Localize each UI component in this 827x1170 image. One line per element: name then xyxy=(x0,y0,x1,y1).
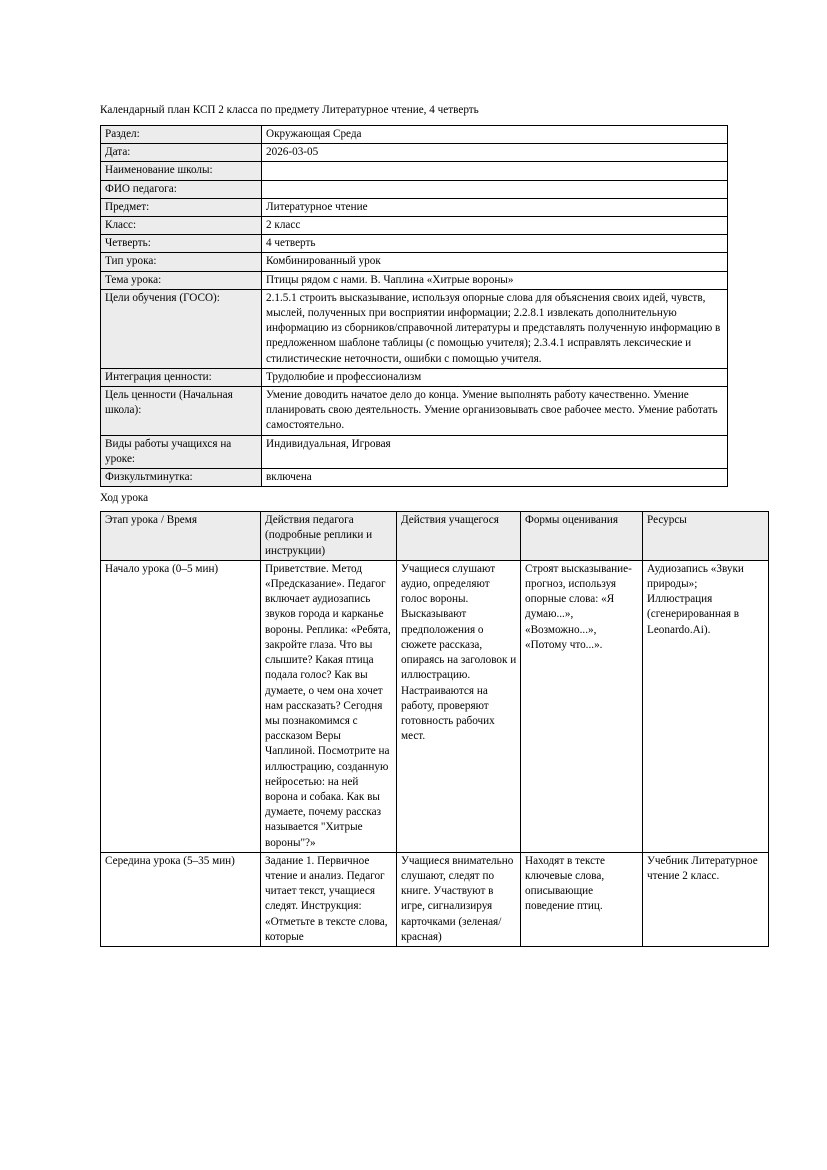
column-header-stage: Этап урока / Время xyxy=(101,512,261,561)
info-label-class: Класс: xyxy=(101,217,262,235)
info-value-value-integration: Трудолюбие и профессионализм xyxy=(262,368,728,386)
table-row xyxy=(101,469,728,487)
table-row xyxy=(101,198,728,216)
flow-stage-middle: Середина урока (5–35 мин) xyxy=(101,852,261,946)
info-label-school: Наименование школы: xyxy=(101,162,262,180)
column-header-student-actions: Действия учащегося xyxy=(397,512,521,561)
lesson-flow-table-body xyxy=(101,560,769,946)
flow-teacher-middle: Задание 1. Первичное чтение и анализ. Педагог читает текст, учащиеся следят. Инструкция: «Отметьте в тексте слова, которые xyxy=(261,852,397,946)
info-label-work-types: Виды работы учащихся на уроке: xyxy=(101,435,262,468)
info-value-lesson-type: Комбинированный урок xyxy=(262,253,728,271)
info-value-subject: Литературное чтение xyxy=(262,198,728,216)
document-content xyxy=(100,103,758,947)
table-row xyxy=(101,217,728,235)
info-label-value-goal: Цель ценности (Начальная школа): xyxy=(101,387,262,436)
flow-stage-start: Начало урока (0–5 мин) xyxy=(101,560,261,852)
info-label-physical-break: Физкультминутка: xyxy=(101,469,262,487)
info-label-teacher: ФИО педагога: xyxy=(101,180,262,198)
info-value-teacher xyxy=(262,180,728,198)
table-header-row xyxy=(101,512,769,561)
info-value-quarter: 4 четверть xyxy=(262,235,728,253)
info-label-data: Дата: xyxy=(101,144,262,162)
info-label-learning-goals: Цели обучения (ГОСО): xyxy=(101,289,262,368)
flow-student-start: Учащиеся слушают аудио, определяют голос вороны. Высказывают предположения о сюжете рассказа, опираясь на заголовок и иллюстрацию. Настраиваются на работу, проверяют готовность рабочих мест. xyxy=(397,560,521,852)
info-label-subject: Предмет: xyxy=(101,198,262,216)
column-header-teacher-actions: Действия педагога (подробные реплики и инструкции) xyxy=(261,512,397,561)
flow-teacher-start: Приветствие. Метод «Предсказание». Педагог включает аудиозапись звуков города и карканье вороны. Реплика: «Ребята, закройте глаза. Что вы слышите? Какая птица подала голос? Как вы думаете, о чем она хочет нам рассказать? Сегодня мы познакомимся с рассказом Веры Чаплиной. Посмотрите на иллюстрацию, созданную нейросетью: на ней ворона и собака. Как вы думаете, почему рассказ называется "Хитрые вороны"?» xyxy=(261,560,397,852)
table-row xyxy=(101,387,728,436)
column-header-resources: Ресурсы xyxy=(643,512,769,561)
flow-resources-middle: Учебник Литературное чтение 2 класс. xyxy=(643,852,769,946)
info-label-lesson-type: Тип урока: xyxy=(101,253,262,271)
table-row xyxy=(101,852,769,946)
info-value-physical-break: включена xyxy=(262,469,728,487)
flow-student-middle: Учащиеся внимательно слушают, следят по книге. Участвуют в игре, сигнализируя карточками (зеленая/красная) xyxy=(397,852,521,946)
info-label-value-integration: Интеграция ценности: xyxy=(101,368,262,386)
info-value-razdel: Окружающая Среда xyxy=(262,126,728,144)
table-row xyxy=(101,289,728,368)
column-header-assessment-forms: Формы оценивания xyxy=(521,512,643,561)
page-title: Календарный план КСП 2 класса по предмету Литературное чтение, 4 четверть xyxy=(100,104,479,116)
info-value-learning-goals: 2.1.5.1 строить высказывание, используя опорные слова для объяснения своих идей, чувств, мыслей, полученных при восприятии информации; 2.2.8.1 извлекать дополнительную информацию из сборников/справочной литературы и представлять полученную информацию в предложенном шаблоне таблицы (с помощью учителя); 2.3.4.1 исправлять лексические и стилистические неточности, ошибки с помощью учителя. xyxy=(262,289,728,368)
info-value-data: 2026-03-05 xyxy=(262,144,728,162)
info-value-school xyxy=(262,162,728,180)
flow-assessment-middle: Находят в тексте ключевые слова, описывающие поведение птиц. xyxy=(521,852,643,946)
table-row xyxy=(101,560,769,852)
table-row xyxy=(101,162,728,180)
info-label-razdel: Раздел: xyxy=(101,126,262,144)
lesson-flow-table-head xyxy=(101,512,769,561)
info-label-lesson-topic: Тема урока: xyxy=(101,271,262,289)
table-row xyxy=(101,126,728,144)
info-value-lesson-topic: Птицы рядом с нами. В. Чаплина «Хитрые вороны» xyxy=(262,271,728,289)
table-row xyxy=(101,180,728,198)
lesson-info-table-body xyxy=(101,126,728,487)
flow-resources-start: Аудиозапись «Звуки природы»; Иллюстрация (сгенерированная в Leonardo.Ai). xyxy=(643,560,769,852)
info-label-quarter: Четверть: xyxy=(101,235,262,253)
info-value-work-types: Индивидуальная, Игровая xyxy=(262,435,728,468)
info-value-class: 2 класс xyxy=(262,217,728,235)
table-row xyxy=(101,253,728,271)
lesson-flow-table xyxy=(100,511,769,947)
table-row xyxy=(101,235,728,253)
table-row xyxy=(101,144,728,162)
table-row xyxy=(101,368,728,386)
table-row xyxy=(101,271,728,289)
lesson-info-table xyxy=(100,125,728,487)
flow-assessment-start: Строят высказывание-прогноз, используя опорные слова: «Я думаю...», «Возможно...», «Потому что...». xyxy=(521,560,643,852)
table-row xyxy=(101,435,728,468)
lesson-flow-heading: Ход урока xyxy=(100,492,149,505)
info-value-value-goal: Умение доводить начатое дело до конца. Умение выполнять работу качественно. Умение планировать свою деятельность. Умение организовывать свое рабочее место. Умение работать самостоятельно. xyxy=(262,387,728,436)
